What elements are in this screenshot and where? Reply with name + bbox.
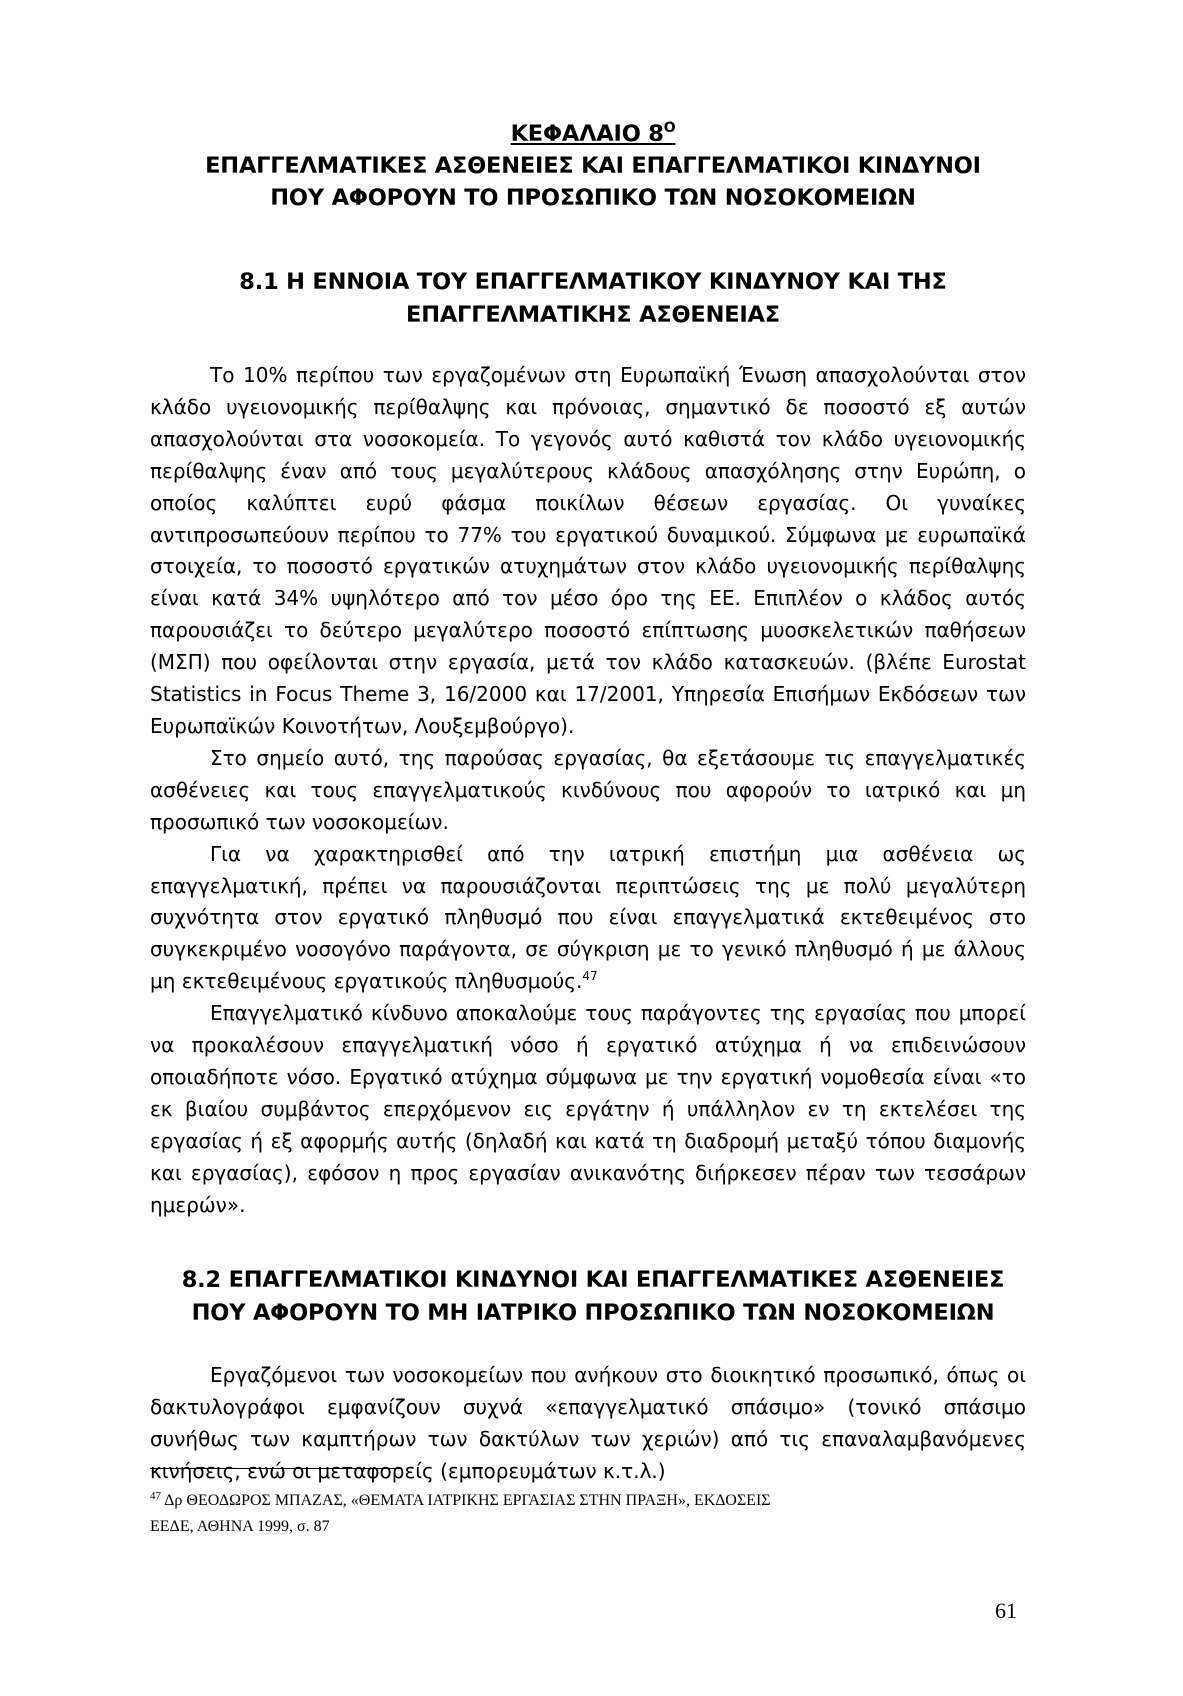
footnote-line2: ΕΕΔΕ, ΑΘΗΝΑ 1999, σ. 87 — [150, 1518, 330, 1535]
chapter-number-sup: Ο — [663, 120, 676, 136]
page-number: 61 — [995, 1598, 1017, 1623]
paragraph: Στο σημείο αυτό, της παρούσας εργασίας, θα εξετάσουμε τις επαγγελματικές ασθένειες και τους επαγγελματικούς κινδύνους που αφορούν το ιατρικό και μη προσωπικό των νοσοκομείων. — [150, 745, 1026, 834]
chapter-number: ΚΕΦΑΛΑΙΟ 8 — [510, 121, 664, 147]
section-8-1-heading — [150, 266, 1036, 332]
section-8-2-heading — [150, 1264, 1036, 1330]
footnote-number: 47 — [150, 1490, 161, 1502]
paragraph: Το 10% περίπου των εργαζομένων στη Ευρωπαϊκή Ένωση απασχολούνται στον κλάδο υγειονομικής περίθαλψης και πρόνοιας, σημαντικό δε ποσοστό εξ αυτών απασχολούνται στα νοσοκομεία. Το γεγονός αυτό καθιστά τον κλάδο υγειονομικής περίθαλψης έναν από τους μεγαλύτερους κλάδους απασχόλησης στην Ευρώπη, ο οποίος καλύπτει ευρύ φάσμα ποικίλων θέσεων εργασίας. Οι γυναίκες αντιπροσωπεύουν περίπου το 77% του εργατικού δυναμικού. Σύμφωνα με ευρωπαϊκά στοιχεία, το ποσοστό εργατικών ατυχημάτων στον κλάδο υγειονομικής περίθαλψης είναι κατά 34% υψηλότερο από τον μέσο όρο της ΕΕ. Επιπλέον ο κλάδος αυτός παρουσιάζει το δεύτερο μεγαλύτερο ποσοστό επίπτωσης μυοσκελετικών παθήσεων (ΜΣΠ) που οφείλονται στην εργασία, μετά τον κλάδο κατασκευών. (βλέπε Eurostat Statistics in Focus Theme 3, 16/2000 και 17/2001, Υπηρεσία Επισήμων Εκδόσεων των Ευρωπαϊκών Κοινοτήτων, Λουξεμβούργο). — [150, 363, 1026, 738]
footnote — [150, 1488, 1026, 1540]
footnote-separator — [150, 1468, 402, 1469]
section-8-1-body — [150, 360, 1026, 1221]
section-8-2-heading-line2: ΠΟΥ ΑΦΟΡΟΥΝ ΤΟ ΜΗ ΙΑΤΡΙΚΟ ΠΡΟΣΩΠΙΚΟ ΤΩΝ ΝΟΣΟΚΟΜΕΙΩΝ — [191, 1300, 995, 1326]
chapter-heading — [150, 118, 1036, 214]
paragraph — [150, 839, 1026, 999]
section-8-1-heading-line2: ΕΠΑΓΓΕΛΜΑΤΙΚΗΣ ΑΣΘΕΝΕΙΑΣ — [406, 302, 780, 328]
paragraph: Εργαζόμενοι των νοσοκομείων που ανήκουν στο διοικητικό προσωπικό, όπως οι δακτυλογράφοι εμφανίζουν συχνά «επαγγελματικό σπάσιμο» (τονικό σπάσιμο συνήθως των καμπτήρων των δακτύλων των χεριών) από τις επαναλαμβανόμενες κινήσεις, ενώ οι μεταφορείς (εμπορευμάτων κ.τ.λ.) — [150, 1363, 1026, 1483]
footnote-reference: 47 — [582, 969, 598, 984]
paragraph-text: Για να χαρακτηρισθεί από την ιατρική επιστήμη μια ασθένεια ως επαγγελματική, πρέπει να παρουσιάζονται περιπτώσεις της με πολύ μεγαλύτερη συχνότητα στον εργατικό πληθυσμό που είναι επαγγελματικά εκτεθειμένος στο συγκεκριμένο νοσογόνο παράγοντα, σε σύγκριση με το γενικό πληθυσμό ή με άλλους μη εκτεθειμένους εργατικούς πληθυσμούς. — [150, 841, 1026, 994]
paragraph: Επαγγελματικό κίνδυνο αποκαλούμε τους παράγοντες της εργασίας που μπορεί να προκαλέσουν επαγγελματική νόσο ή εργατικό ατύχημα ή να επιδεινώσουν οποιαδήποτε νόσο. Εργατικό ατύχημα σύμφωνα με την εργατική νομοθεσία είναι «το εκ βιαίου συμβάντος επερχόμενον εις εργάτην ή υπάλληλον εν τη εκτελέσει της εργασίας ή εξ αφορμής αυτής (δηλαδή και κατά τη διαδρομή μεταξύ τόπου διαμονής και εργασίας), εφόσον η προς εργασίαν ανικανότης διήρκεσεν πέραν των τεσσάρων ημερών». — [150, 1001, 1026, 1217]
chapter-title-line2: ΠΟΥ ΑΦΟΡΟΥΝ ΤΟ ΠΡΟΣΩΠΙΚΟ ΤΩΝ ΝΟΣΟΚΟΜΕΙΩΝ — [270, 185, 916, 211]
section-8-1-heading-line1: 8.1 Η ΕΝΝΟΙΑ ΤΟΥ ΕΠΑΓΓΕΛΜΑΤΙΚΟΥ ΚΙΝΔΥΝΟΥ ΚΑΙ ΤΗΣ — [239, 269, 947, 295]
chapter-title-line1: ΕΠΑΓΓΕΛΜΑΤΙΚΕΣ ΑΣΘΕΝΕΙΕΣ ΚΑΙ ΕΠΑΓΓΕΛΜΑΤΙΚΟΙ ΚΙΝΔΥΝΟΙ — [205, 153, 981, 179]
footnote-text: Δρ ΘΕΟΔΩΡΟΣ ΜΠΑΖΑΣ, «ΘΕΜΑΤΑ ΙΑΤΡΙΚΗΣ ΕΡΓΑΣΙΑΣ ΣΤΗΝ ΠΡΑΞΗ», ΕΚΔΟΣΕΙΣ — [164, 1492, 771, 1509]
footnote-line1 — [150, 1488, 1026, 1514]
section-8-2-heading-line1: 8.2 ΕΠΑΓΓΕΛΜΑΤΙΚΟΙ ΚΙΝΔΥΝΟΙ ΚΑΙ ΕΠΑΓΓΕΛΜΑΤΙΚΕΣ ΑΣΘΕΝΕΙΕΣ — [181, 1267, 1005, 1293]
chapter-label — [150, 118, 1036, 150]
